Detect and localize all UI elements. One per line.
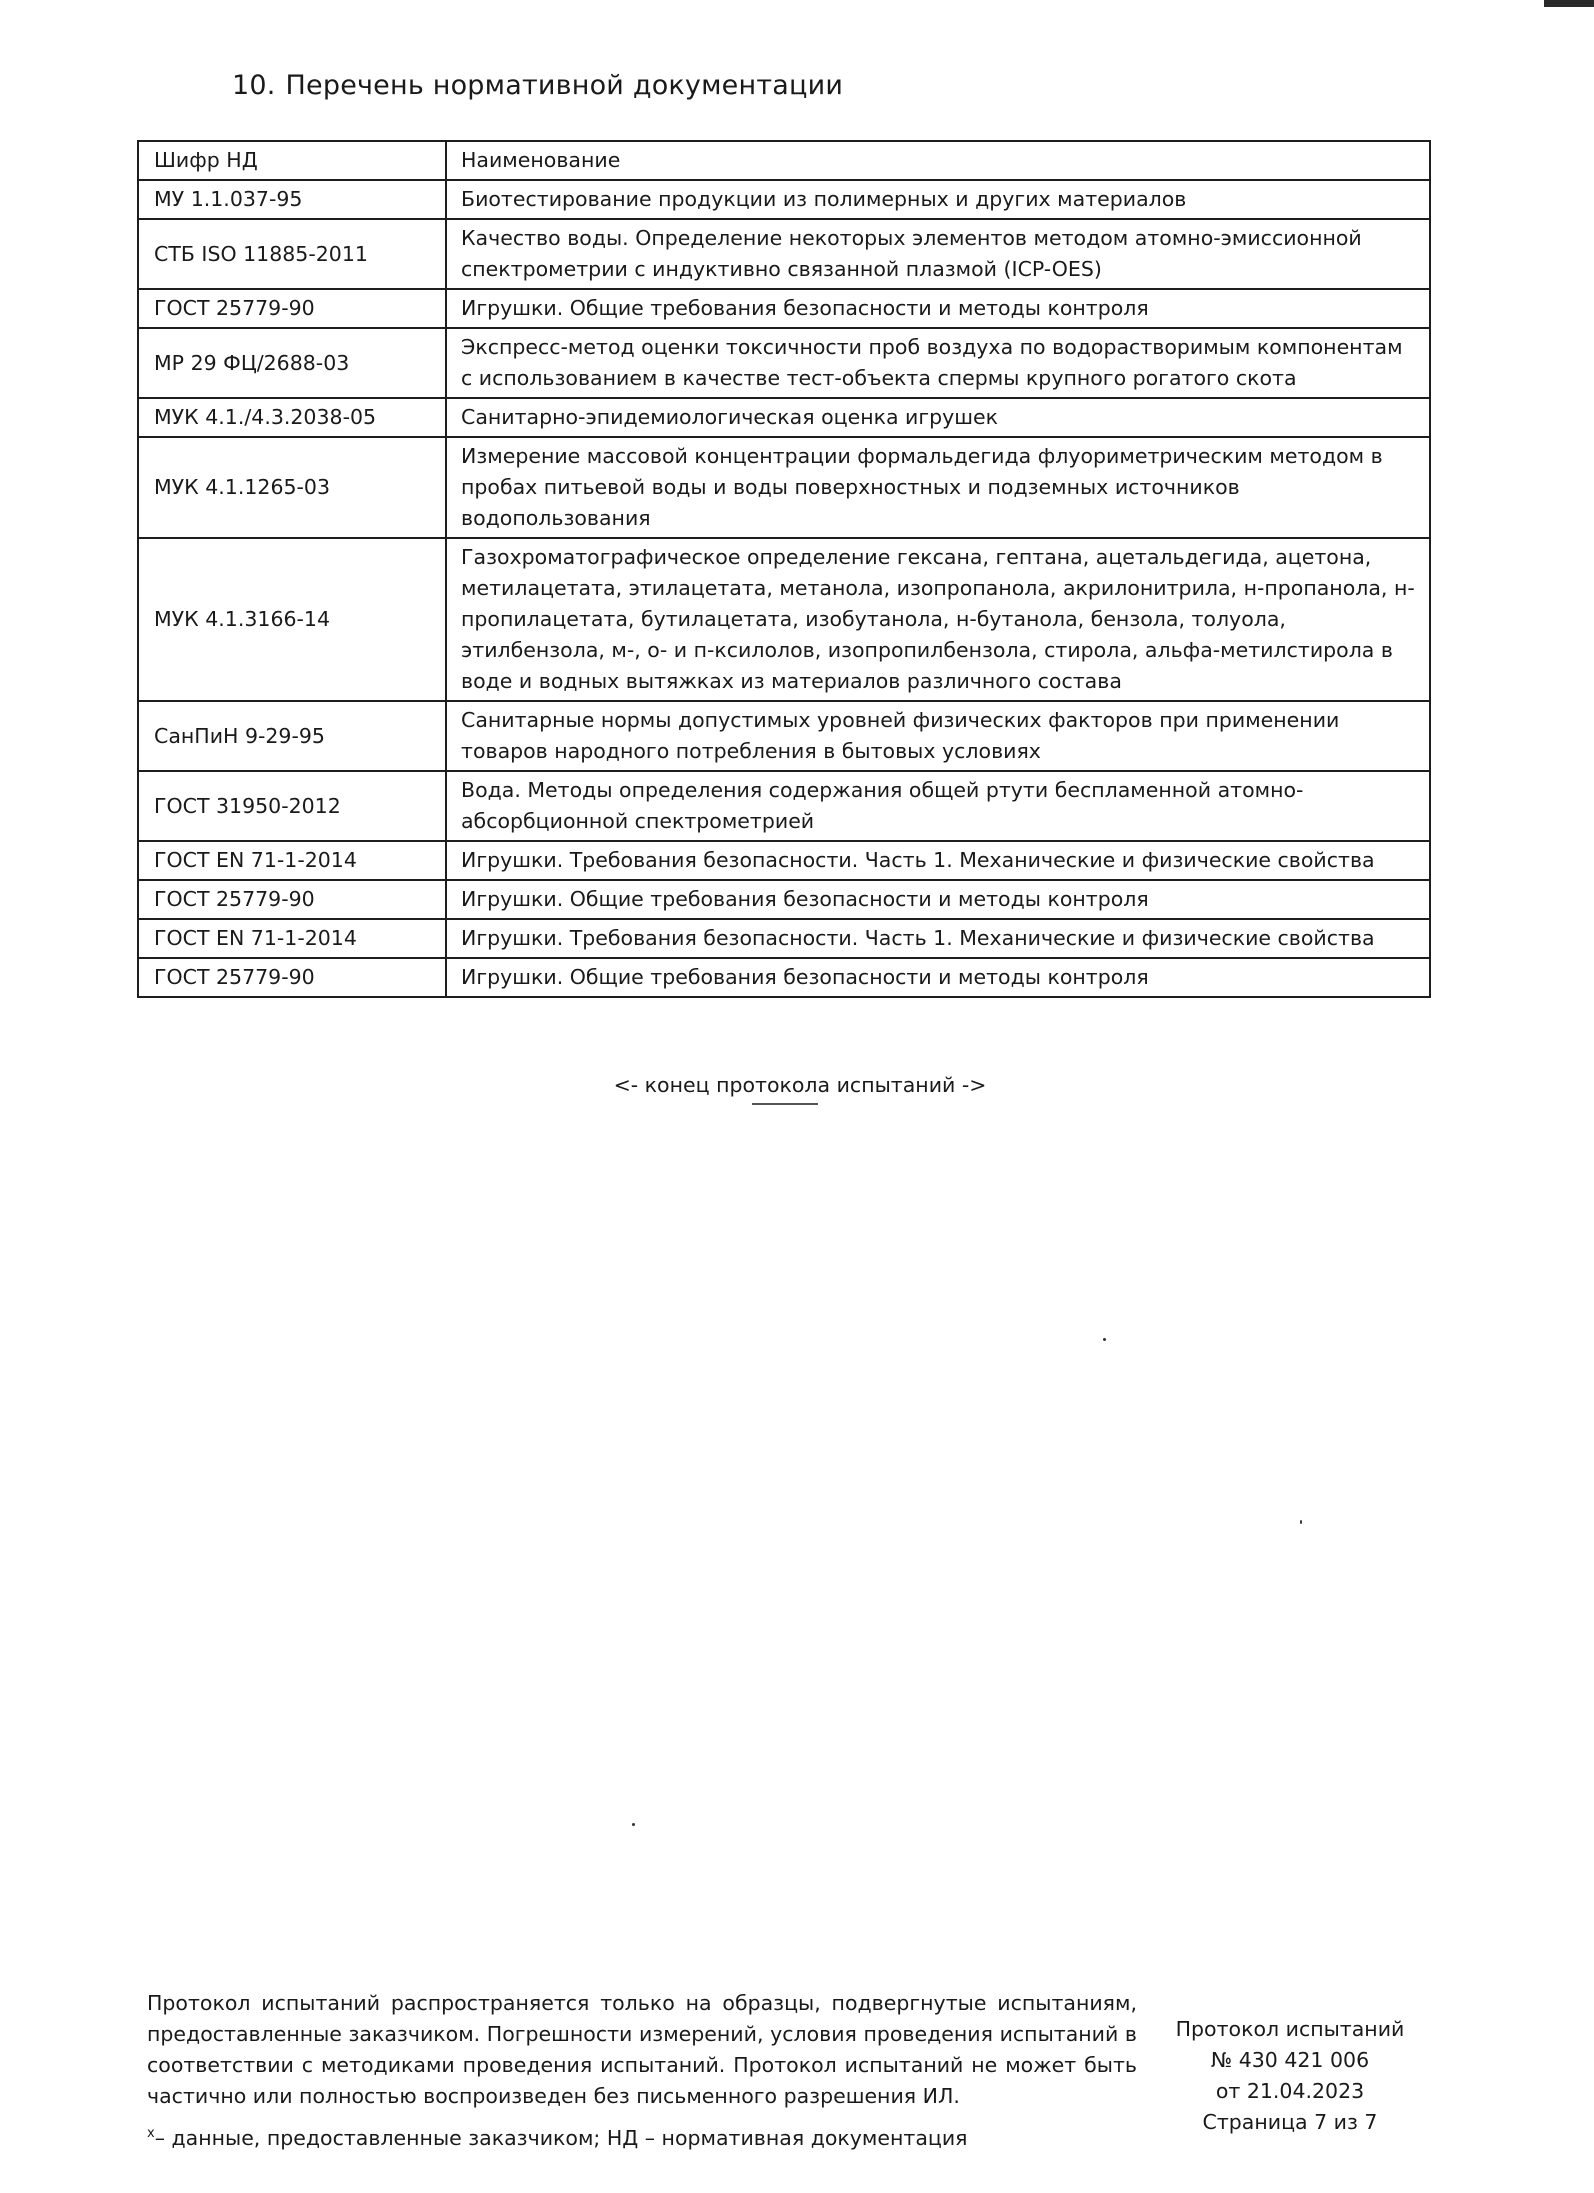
section-title: Перечень нормативной документации [285,70,844,101]
doc-code-cell: ГОСТ 31950-2012 [138,771,446,841]
end-marker-underline [752,1103,818,1105]
doc-name-cell: Санитарные нормы допустимых уровней физических факторов при применении товаров народного потребления в бытовых условиях [446,701,1430,771]
doc-name-cell: Игрушки. Требования безопасности. Часть 1. Механические и физические свойства [446,919,1430,958]
protocol-date: от 21.04.2023 [1215,2079,1365,2103]
table-row [138,437,1430,538]
doc-name-cell: Игрушки. Требования безопасности. Часть 1. Механические и физические свойства [446,841,1430,880]
disclaimer-text: Протокол испытаний распространяется только на образцы, подвергнутые испытаниям, предоставленные заказчиком. Погрешности измерений, условия проведения испытаний в соответствии с методиками проведения испытаний. Протокол испытаний не может быть частично или полностью воспроизведен без письменного разрешения ИЛ. [147,1991,1137,2108]
doc-name-cell: Биотестирование продукции из полимерных и других материалов [446,180,1430,219]
section-number: 10. [232,70,276,101]
scan-speck [632,1823,635,1826]
header-name: Наименование [446,141,1430,180]
note-text: – данные, предоставленные заказчиком; НД – нормативная документация [154,2126,968,2150]
protocol-end-marker: <- конец протокола испытаний -> [613,1073,987,1097]
footer-note [147,2118,968,2154]
protocol-info [1150,2014,1430,2138]
doc-name-cell: Игрушки. Общие требования безопасности и методы контроля [446,880,1430,919]
doc-code-cell: МУК 4.1./4.3.2038-05 [138,398,446,437]
normative-docs-table [137,140,1431,998]
doc-code-cell: ГОСТ 25779-90 [138,958,446,997]
doc-code-cell: МУ 1.1.037-95 [138,180,446,219]
table-row [138,701,1430,771]
doc-code-cell: ГОСТ EN 71-1-2014 [138,841,446,880]
table-row [138,180,1430,219]
section-heading [232,70,843,101]
table-row [138,398,1430,437]
doc-name-cell: Экспресс-метод оценки токсичности проб воздуха по водорастворимым компонентам с использованием в качестве тест-объекта спермы крупного рогатого скота [446,328,1430,398]
doc-code-cell: СанПиН 9-29-95 [138,701,446,771]
doc-code-cell: МУК 4.1.3166-14 [138,538,446,701]
table-row [138,880,1430,919]
table-row [138,919,1430,958]
doc-code-cell: СТБ ISO 11885-2011 [138,219,446,289]
doc-name-cell: Газохроматографическое определение гексана, гептана, ацетальдегида, ацетона, метилацетата, этилацетата, метанола, изопропанола, акрилонитрила, н-пропанола, н-пропилацетата, бутилацетата, изобутанола, н-бутанола, бензола, толуола, этилбензола, м-, о- и п-ксилолов, изопропилбензола, стирола, альфа-метилстирола в воде и водных вытяжках из материалов различного состава [446,538,1430,701]
doc-name-cell: Измерение массовой концентрации формальдегида флуориметрическим методом в пробах питьевой воды и воды поверхностных и подземных источников водопользования [446,437,1430,538]
doc-code-cell: МУК 4.1.1265-03 [138,437,446,538]
doc-name-cell: Игрушки. Общие требования безопасности и методы контроля [446,289,1430,328]
scan-speck [1300,1520,1302,1524]
table-row [138,841,1430,880]
protocol-number: № 430 421 006 [1210,2048,1370,2072]
table-row [138,538,1430,701]
scan-speck [1103,1338,1106,1341]
doc-name-cell: Вода. Методы определения содержания общей ртути беспламенной атомно-абсорбционной спектрометрией [446,771,1430,841]
protocol-label: Протокол испытаний [1175,2017,1405,2041]
table-row [138,328,1430,398]
table-row [138,219,1430,289]
table-header-row [138,141,1430,180]
scan-corner-mark [1544,0,1594,7]
page-number: Страница 7 из 7 [1202,2110,1378,2134]
doc-code-cell: ГОСТ 25779-90 [138,289,446,328]
doc-code-cell: МР 29 ФЦ/2688-03 [138,328,446,398]
table-row [138,771,1430,841]
note-mark: х [147,2126,155,2141]
table-row [138,289,1430,328]
doc-name-cell: Качество воды. Определение некоторых элементов методом атомно-эмиссионной спектрометрии с индуктивно связанной плазмой (ICP-OES) [446,219,1430,289]
doc-name-cell: Игрушки. Общие требования безопасности и методы контроля [446,958,1430,997]
doc-code-cell: ГОСТ EN 71-1-2014 [138,919,446,958]
footer-disclaimer [147,1988,1137,2112]
doc-code-cell: ГОСТ 25779-90 [138,880,446,919]
doc-name-cell: Санитарно-эпидемиологическая оценка игрушек [446,398,1430,437]
header-code: Шифр НД [138,141,446,180]
table-row [138,958,1430,997]
